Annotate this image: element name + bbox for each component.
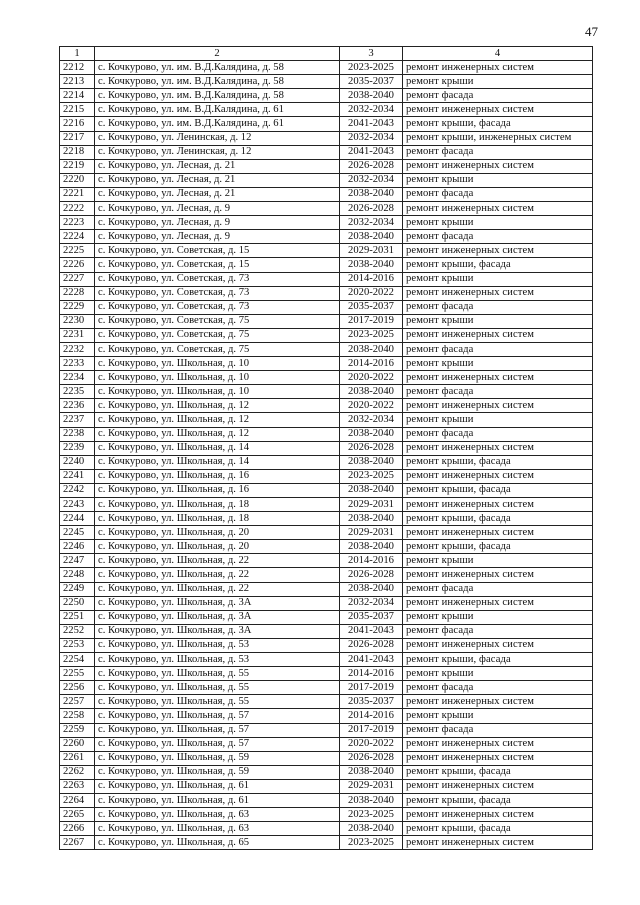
- address-cell: с. Кочкурово, ул. Советская, д. 75: [95, 314, 340, 328]
- table-row: [60, 808, 593, 822]
- row-number-cell: 2229: [60, 300, 95, 314]
- period-cell: 2038-2040: [340, 230, 403, 244]
- table-row: [60, 328, 593, 342]
- work-type-cell: ремонт инженерных систем: [403, 568, 593, 582]
- row-number-cell: 2257: [60, 695, 95, 709]
- period-cell: 2026-2028: [340, 751, 403, 765]
- address-cell: с. Кочкурово, ул. Школьная, д. 10: [95, 385, 340, 399]
- work-type-cell: ремонт инженерных систем: [403, 441, 593, 455]
- row-number-cell: 2251: [60, 610, 95, 624]
- work-type-cell: ремонт крыши, фасада: [403, 653, 593, 667]
- row-number-cell: 2235: [60, 385, 95, 399]
- address-cell: с. Кочкурово, ул. Ленинская, д. 12: [95, 145, 340, 159]
- table-row: [60, 695, 593, 709]
- row-number-cell: 2237: [60, 413, 95, 427]
- address-cell: с. Кочкурово, ул. Советская, д. 75: [95, 328, 340, 342]
- column-number-1: 1: [60, 47, 95, 61]
- column-number-4: 4: [403, 47, 593, 61]
- table-row: [60, 216, 593, 230]
- period-cell: 2029-2031: [340, 498, 403, 512]
- work-type-cell: ремонт инженерных систем: [403, 399, 593, 413]
- work-type-cell: ремонт крыши, фасада: [403, 822, 593, 836]
- work-type-cell: ремонт инженерных систем: [403, 808, 593, 822]
- period-cell: 2014-2016: [340, 667, 403, 681]
- row-number-cell: 2219: [60, 159, 95, 173]
- table-row: [60, 610, 593, 624]
- address-cell: с. Кочкурово, ул. Лесная, д. 21: [95, 173, 340, 187]
- row-number-cell: 2227: [60, 272, 95, 286]
- address-cell: с. Кочкурово, ул. Лесная, д. 21: [95, 187, 340, 201]
- address-cell: с. Кочкурово, ул. Школьная, д. 14: [95, 455, 340, 469]
- work-type-cell: ремонт инженерных систем: [403, 526, 593, 540]
- period-cell: 2035-2037: [340, 300, 403, 314]
- address-cell: с. Кочкурово, ул. Советская, д. 75: [95, 342, 340, 356]
- period-cell: 2023-2025: [340, 328, 403, 342]
- address-cell: с. Кочкурово, ул. Школьная, д. 22: [95, 568, 340, 582]
- period-cell: 2020-2022: [340, 737, 403, 751]
- table-row: [60, 173, 593, 187]
- header-row: [60, 47, 593, 61]
- page-number: 47: [585, 24, 598, 39]
- period-cell: 2035-2037: [340, 695, 403, 709]
- table-header: [60, 47, 593, 61]
- row-number-cell: 2260: [60, 737, 95, 751]
- work-type-cell: ремонт инженерных систем: [403, 737, 593, 751]
- address-cell: с. Кочкурово, ул. Школьная, д. 3А: [95, 610, 340, 624]
- address-cell: с. Кочкурово, ул. Школьная, д. 65: [95, 836, 340, 850]
- address-cell: с. Кочкурово, ул. Школьная, д. 10: [95, 357, 340, 371]
- period-cell: 2041-2043: [340, 624, 403, 638]
- period-cell: 2038-2040: [340, 512, 403, 526]
- repair-schedule-table: [59, 46, 593, 850]
- address-cell: с. Кочкурово, ул. Школьная, д. 53: [95, 653, 340, 667]
- row-number-cell: 2256: [60, 681, 95, 695]
- work-type-cell: ремонт инженерных систем: [403, 159, 593, 173]
- period-cell: 2020-2022: [340, 371, 403, 385]
- row-number-cell: 2250: [60, 596, 95, 610]
- work-type-cell: ремонт инженерных систем: [403, 469, 593, 483]
- work-type-cell: ремонт крыши, фасада: [403, 793, 593, 807]
- period-cell: 2038-2040: [340, 89, 403, 103]
- row-number-cell: 2238: [60, 427, 95, 441]
- row-number-cell: 2230: [60, 314, 95, 328]
- address-cell: с. Кочкурово, ул. Лесная, д. 9: [95, 202, 340, 216]
- address-cell: с. Кочкурово, ул. Школьная, д. 22: [95, 582, 340, 596]
- period-cell: 2026-2028: [340, 441, 403, 455]
- work-type-cell: ремонт инженерных систем: [403, 695, 593, 709]
- address-cell: с. Кочкурово, ул. Школьная, д. 18: [95, 498, 340, 512]
- table-row: [60, 512, 593, 526]
- address-cell: с. Кочкурово, ул. Школьная, д. 55: [95, 667, 340, 681]
- row-number-cell: 2254: [60, 653, 95, 667]
- table-row: [60, 751, 593, 765]
- table-row: [60, 709, 593, 723]
- table-row: [60, 300, 593, 314]
- table-row: [60, 737, 593, 751]
- table-row: [60, 159, 593, 173]
- address-cell: с. Кочкурово, ул. Школьная, д. 63: [95, 822, 340, 836]
- table-row: [60, 822, 593, 836]
- row-number-cell: 2249: [60, 582, 95, 596]
- row-number-cell: 2213: [60, 75, 95, 89]
- period-cell: 2014-2016: [340, 357, 403, 371]
- address-cell: с. Кочкурово, ул. Советская, д. 73: [95, 286, 340, 300]
- table-row: [60, 483, 593, 497]
- row-number-cell: 2216: [60, 117, 95, 131]
- work-type-cell: ремонт фасада: [403, 89, 593, 103]
- row-number-cell: 2221: [60, 187, 95, 201]
- address-cell: с. Кочкурово, ул. Школьная, д. 16: [95, 469, 340, 483]
- work-type-cell: ремонт крыши: [403, 272, 593, 286]
- period-cell: 2020-2022: [340, 286, 403, 300]
- table-row: [60, 540, 593, 554]
- row-number-cell: 2214: [60, 89, 95, 103]
- row-number-cell: 2255: [60, 667, 95, 681]
- period-cell: 2023-2025: [340, 61, 403, 75]
- work-type-cell: ремонт фасада: [403, 427, 593, 441]
- row-number-cell: 2217: [60, 131, 95, 145]
- period-cell: 2035-2037: [340, 610, 403, 624]
- period-cell: 2032-2034: [340, 103, 403, 117]
- work-type-cell: ремонт крыши, фасада: [403, 765, 593, 779]
- work-type-cell: ремонт фасада: [403, 145, 593, 159]
- period-cell: 2017-2019: [340, 723, 403, 737]
- work-type-cell: ремонт фасада: [403, 187, 593, 201]
- period-cell: 2041-2043: [340, 653, 403, 667]
- work-type-cell: ремонт крыши, инженерных систем: [403, 131, 593, 145]
- period-cell: 2032-2034: [340, 173, 403, 187]
- table-row: [60, 554, 593, 568]
- address-cell: с. Кочкурово, ул. Советская, д. 73: [95, 300, 340, 314]
- table-row: [60, 427, 593, 441]
- table-row: [60, 836, 593, 850]
- address-cell: с. Кочкурово, ул. Школьная, д. 10: [95, 371, 340, 385]
- row-number-cell: 2243: [60, 498, 95, 512]
- work-type-cell: ремонт крыши: [403, 667, 593, 681]
- address-cell: с. Кочкурово, ул. Школьная, д. 63: [95, 808, 340, 822]
- period-cell: 2023-2025: [340, 836, 403, 850]
- work-type-cell: ремонт инженерных систем: [403, 371, 593, 385]
- row-number-cell: 2252: [60, 624, 95, 638]
- period-cell: 2041-2043: [340, 145, 403, 159]
- address-cell: с. Кочкурово, ул. Школьная, д. 12: [95, 413, 340, 427]
- table-row: [60, 371, 593, 385]
- table-row: [60, 258, 593, 272]
- period-cell: 2014-2016: [340, 554, 403, 568]
- work-type-cell: ремонт крыши: [403, 75, 593, 89]
- row-number-cell: 2239: [60, 441, 95, 455]
- table-row: [60, 187, 593, 201]
- row-number-cell: 2248: [60, 568, 95, 582]
- row-number-cell: 2258: [60, 709, 95, 723]
- row-number-cell: 2253: [60, 638, 95, 652]
- period-cell: 2041-2043: [340, 117, 403, 131]
- table-row: [60, 441, 593, 455]
- row-number-cell: 2222: [60, 202, 95, 216]
- row-number-cell: 2225: [60, 244, 95, 258]
- row-number-cell: 2220: [60, 173, 95, 187]
- table-row: [60, 202, 593, 216]
- work-type-cell: ремонт крыши, фасада: [403, 258, 593, 272]
- address-cell: с. Кочкурово, ул. Лесная, д. 9: [95, 230, 340, 244]
- row-number-cell: 2245: [60, 526, 95, 540]
- table-row: [60, 385, 593, 399]
- row-number-cell: 2231: [60, 328, 95, 342]
- table-row: [60, 61, 593, 75]
- address-cell: с. Кочкурово, ул. Школьная, д. 55: [95, 681, 340, 695]
- row-number-cell: 2240: [60, 455, 95, 469]
- table-row: [60, 131, 593, 145]
- row-number-cell: 2212: [60, 61, 95, 75]
- period-cell: 2023-2025: [340, 808, 403, 822]
- row-number-cell: 2261: [60, 751, 95, 765]
- period-cell: 2029-2031: [340, 526, 403, 540]
- table-row: [60, 244, 593, 258]
- work-type-cell: ремонт крыши: [403, 554, 593, 568]
- work-type-cell: ремонт фасада: [403, 624, 593, 638]
- period-cell: 2038-2040: [340, 582, 403, 596]
- work-type-cell: ремонт крыши, фасада: [403, 540, 593, 554]
- work-type-cell: ремонт крыши: [403, 173, 593, 187]
- table-row: [60, 145, 593, 159]
- period-cell: 2038-2040: [340, 427, 403, 441]
- table-row: [60, 314, 593, 328]
- address-cell: с. Кочкурово, ул. Школьная, д. 61: [95, 793, 340, 807]
- row-number-cell: 2226: [60, 258, 95, 272]
- table-row: [60, 230, 593, 244]
- work-type-cell: ремонт фасада: [403, 230, 593, 244]
- address-cell: с. Кочкурово, ул. Школьная, д. 12: [95, 399, 340, 413]
- table-row: [60, 526, 593, 540]
- table-row: [60, 653, 593, 667]
- period-cell: 2038-2040: [340, 342, 403, 356]
- period-cell: 2038-2040: [340, 540, 403, 554]
- period-cell: 2032-2034: [340, 596, 403, 610]
- address-cell: с. Кочкурово, ул. Школьная, д. 59: [95, 751, 340, 765]
- row-number-cell: 2244: [60, 512, 95, 526]
- work-type-cell: ремонт фасада: [403, 723, 593, 737]
- address-cell: с. Кочкурово, ул. Школьная, д. 3А: [95, 596, 340, 610]
- row-number-cell: 2236: [60, 399, 95, 413]
- row-number-cell: 2263: [60, 779, 95, 793]
- table-row: [60, 596, 593, 610]
- work-type-cell: ремонт фасада: [403, 681, 593, 695]
- work-type-cell: ремонт инженерных систем: [403, 286, 593, 300]
- period-cell: 2026-2028: [340, 159, 403, 173]
- period-cell: 2038-2040: [340, 822, 403, 836]
- address-cell: с. Кочкурово, ул. Школьная, д. 59: [95, 765, 340, 779]
- work-type-cell: ремонт инженерных систем: [403, 498, 593, 512]
- work-type-cell: ремонт фасада: [403, 300, 593, 314]
- address-cell: с. Кочкурово, ул. им. В.Д.Калядина, д. 58: [95, 61, 340, 75]
- work-type-cell: ремонт инженерных систем: [403, 202, 593, 216]
- address-cell: с. Кочкурово, ул. Школьная, д. 53: [95, 638, 340, 652]
- period-cell: 2029-2031: [340, 779, 403, 793]
- table-row: [60, 681, 593, 695]
- table-row: [60, 286, 593, 300]
- table-row: [60, 342, 593, 356]
- table-row: [60, 498, 593, 512]
- table-row: [60, 103, 593, 117]
- address-cell: с. Кочкурово, ул. Ленинская, д. 12: [95, 131, 340, 145]
- address-cell: с. Кочкурово, ул. Советская, д. 73: [95, 272, 340, 286]
- work-type-cell: ремонт инженерных систем: [403, 103, 593, 117]
- table-row: [60, 455, 593, 469]
- row-number-cell: 2247: [60, 554, 95, 568]
- work-type-cell: ремонт инженерных систем: [403, 779, 593, 793]
- row-number-cell: 2234: [60, 371, 95, 385]
- table-row: [60, 723, 593, 737]
- work-type-cell: ремонт крыши, фасада: [403, 483, 593, 497]
- address-cell: с. Кочкурово, ул. Школьная, д. 12: [95, 427, 340, 441]
- work-type-cell: ремонт фасада: [403, 582, 593, 596]
- period-cell: 2038-2040: [340, 258, 403, 272]
- period-cell: 2014-2016: [340, 272, 403, 286]
- work-type-cell: ремонт инженерных систем: [403, 751, 593, 765]
- address-cell: с. Кочкурово, ул. Школьная, д. 57: [95, 723, 340, 737]
- period-cell: 2038-2040: [340, 793, 403, 807]
- table-row: [60, 413, 593, 427]
- address-cell: с. Кочкурово, ул. Школьная, д. 20: [95, 526, 340, 540]
- work-type-cell: ремонт крыши: [403, 709, 593, 723]
- column-number-2: 2: [95, 47, 340, 61]
- period-cell: 2038-2040: [340, 455, 403, 469]
- table-row: [60, 779, 593, 793]
- address-cell: с. Кочкурово, ул. Школьная, д. 61: [95, 779, 340, 793]
- row-number-cell: 2224: [60, 230, 95, 244]
- table-row: [60, 638, 593, 652]
- work-type-cell: ремонт фасада: [403, 342, 593, 356]
- period-cell: 2029-2031: [340, 244, 403, 258]
- work-type-cell: ремонт крыши: [403, 413, 593, 427]
- table-row: [60, 272, 593, 286]
- work-type-cell: ремонт крыши, фасада: [403, 512, 593, 526]
- row-number-cell: 2241: [60, 469, 95, 483]
- table-row: [60, 582, 593, 596]
- period-cell: 2032-2034: [340, 131, 403, 145]
- address-cell: с. Кочкурово, ул. Школьная, д. 16: [95, 483, 340, 497]
- table-row: [60, 469, 593, 483]
- period-cell: 2026-2028: [340, 568, 403, 582]
- table-row: [60, 399, 593, 413]
- row-number-cell: 2242: [60, 483, 95, 497]
- period-cell: 2035-2037: [340, 75, 403, 89]
- table-row: [60, 765, 593, 779]
- address-cell: с. Кочкурово, ул. Советская, д. 15: [95, 258, 340, 272]
- work-type-cell: ремонт инженерных систем: [403, 61, 593, 75]
- table-row: [60, 793, 593, 807]
- row-number-cell: 2228: [60, 286, 95, 300]
- table-row: [60, 667, 593, 681]
- row-number-cell: 2265: [60, 808, 95, 822]
- row-number-cell: 2266: [60, 822, 95, 836]
- table-body: [60, 61, 593, 850]
- work-type-cell: ремонт инженерных систем: [403, 244, 593, 258]
- table-row: [60, 568, 593, 582]
- period-cell: 2023-2025: [340, 469, 403, 483]
- work-type-cell: ремонт крыши, фасада: [403, 455, 593, 469]
- address-cell: с. Кочкурово, ул. Советская, д. 15: [95, 244, 340, 258]
- period-cell: 2017-2019: [340, 681, 403, 695]
- address-cell: с. Кочкурово, ул. Лесная, д. 9: [95, 216, 340, 230]
- period-cell: 2017-2019: [340, 314, 403, 328]
- address-cell: с. Кочкурово, ул. Школьная, д. 57: [95, 709, 340, 723]
- period-cell: 2026-2028: [340, 202, 403, 216]
- row-number-cell: 2218: [60, 145, 95, 159]
- work-type-cell: ремонт крыши: [403, 216, 593, 230]
- work-type-cell: ремонт инженерных систем: [403, 836, 593, 850]
- work-type-cell: ремонт крыши: [403, 610, 593, 624]
- address-cell: с. Кочкурово, ул. Школьная, д. 20: [95, 540, 340, 554]
- period-cell: 2038-2040: [340, 385, 403, 399]
- work-type-cell: ремонт крыши, фасада: [403, 117, 593, 131]
- address-cell: с. Кочкурово, ул. Школьная, д. 18: [95, 512, 340, 526]
- row-number-cell: 2233: [60, 357, 95, 371]
- address-cell: с. Кочкурово, ул. им. В.Д.Калядина, д. 61: [95, 117, 340, 131]
- address-cell: с. Кочкурово, ул. Школьная, д. 55: [95, 695, 340, 709]
- row-number-cell: 2223: [60, 216, 95, 230]
- address-cell: с. Кочкурово, ул. им. В.Д.Калядина, д. 58: [95, 89, 340, 103]
- period-cell: 2038-2040: [340, 187, 403, 201]
- table-row: [60, 624, 593, 638]
- work-type-cell: ремонт инженерных систем: [403, 596, 593, 610]
- row-number-cell: 2264: [60, 793, 95, 807]
- period-cell: 2038-2040: [340, 483, 403, 497]
- row-number-cell: 2267: [60, 836, 95, 850]
- period-cell: 2014-2016: [340, 709, 403, 723]
- table-row: [60, 75, 593, 89]
- row-number-cell: 2215: [60, 103, 95, 117]
- column-number-3: 3: [340, 47, 403, 61]
- work-type-cell: ремонт инженерных систем: [403, 328, 593, 342]
- table-row: [60, 357, 593, 371]
- address-cell: с. Кочкурово, ул. им. В.Д.Калядина, д. 58: [95, 75, 340, 89]
- period-cell: 2032-2034: [340, 216, 403, 230]
- period-cell: 2020-2022: [340, 399, 403, 413]
- address-cell: с. Кочкурово, ул. Школьная, д. 14: [95, 441, 340, 455]
- address-cell: с. Кочкурово, ул. Школьная, д. 3А: [95, 624, 340, 638]
- address-cell: с. Кочкурово, ул. им. В.Д.Калядина, д. 61: [95, 103, 340, 117]
- row-number-cell: 2259: [60, 723, 95, 737]
- table-row: [60, 89, 593, 103]
- address-cell: с. Кочкурово, ул. Лесная, д. 21: [95, 159, 340, 173]
- period-cell: 2032-2034: [340, 413, 403, 427]
- work-type-cell: ремонт фасада: [403, 385, 593, 399]
- row-number-cell: 2262: [60, 765, 95, 779]
- row-number-cell: 2246: [60, 540, 95, 554]
- table-row: [60, 117, 593, 131]
- period-cell: 2026-2028: [340, 638, 403, 652]
- address-cell: с. Кочкурово, ул. Школьная, д. 57: [95, 737, 340, 751]
- work-type-cell: ремонт крыши: [403, 314, 593, 328]
- work-type-cell: ремонт крыши: [403, 357, 593, 371]
- address-cell: с. Кочкурово, ул. Школьная, д. 22: [95, 554, 340, 568]
- period-cell: 2038-2040: [340, 765, 403, 779]
- row-number-cell: 2232: [60, 342, 95, 356]
- work-type-cell: ремонт инженерных систем: [403, 638, 593, 652]
